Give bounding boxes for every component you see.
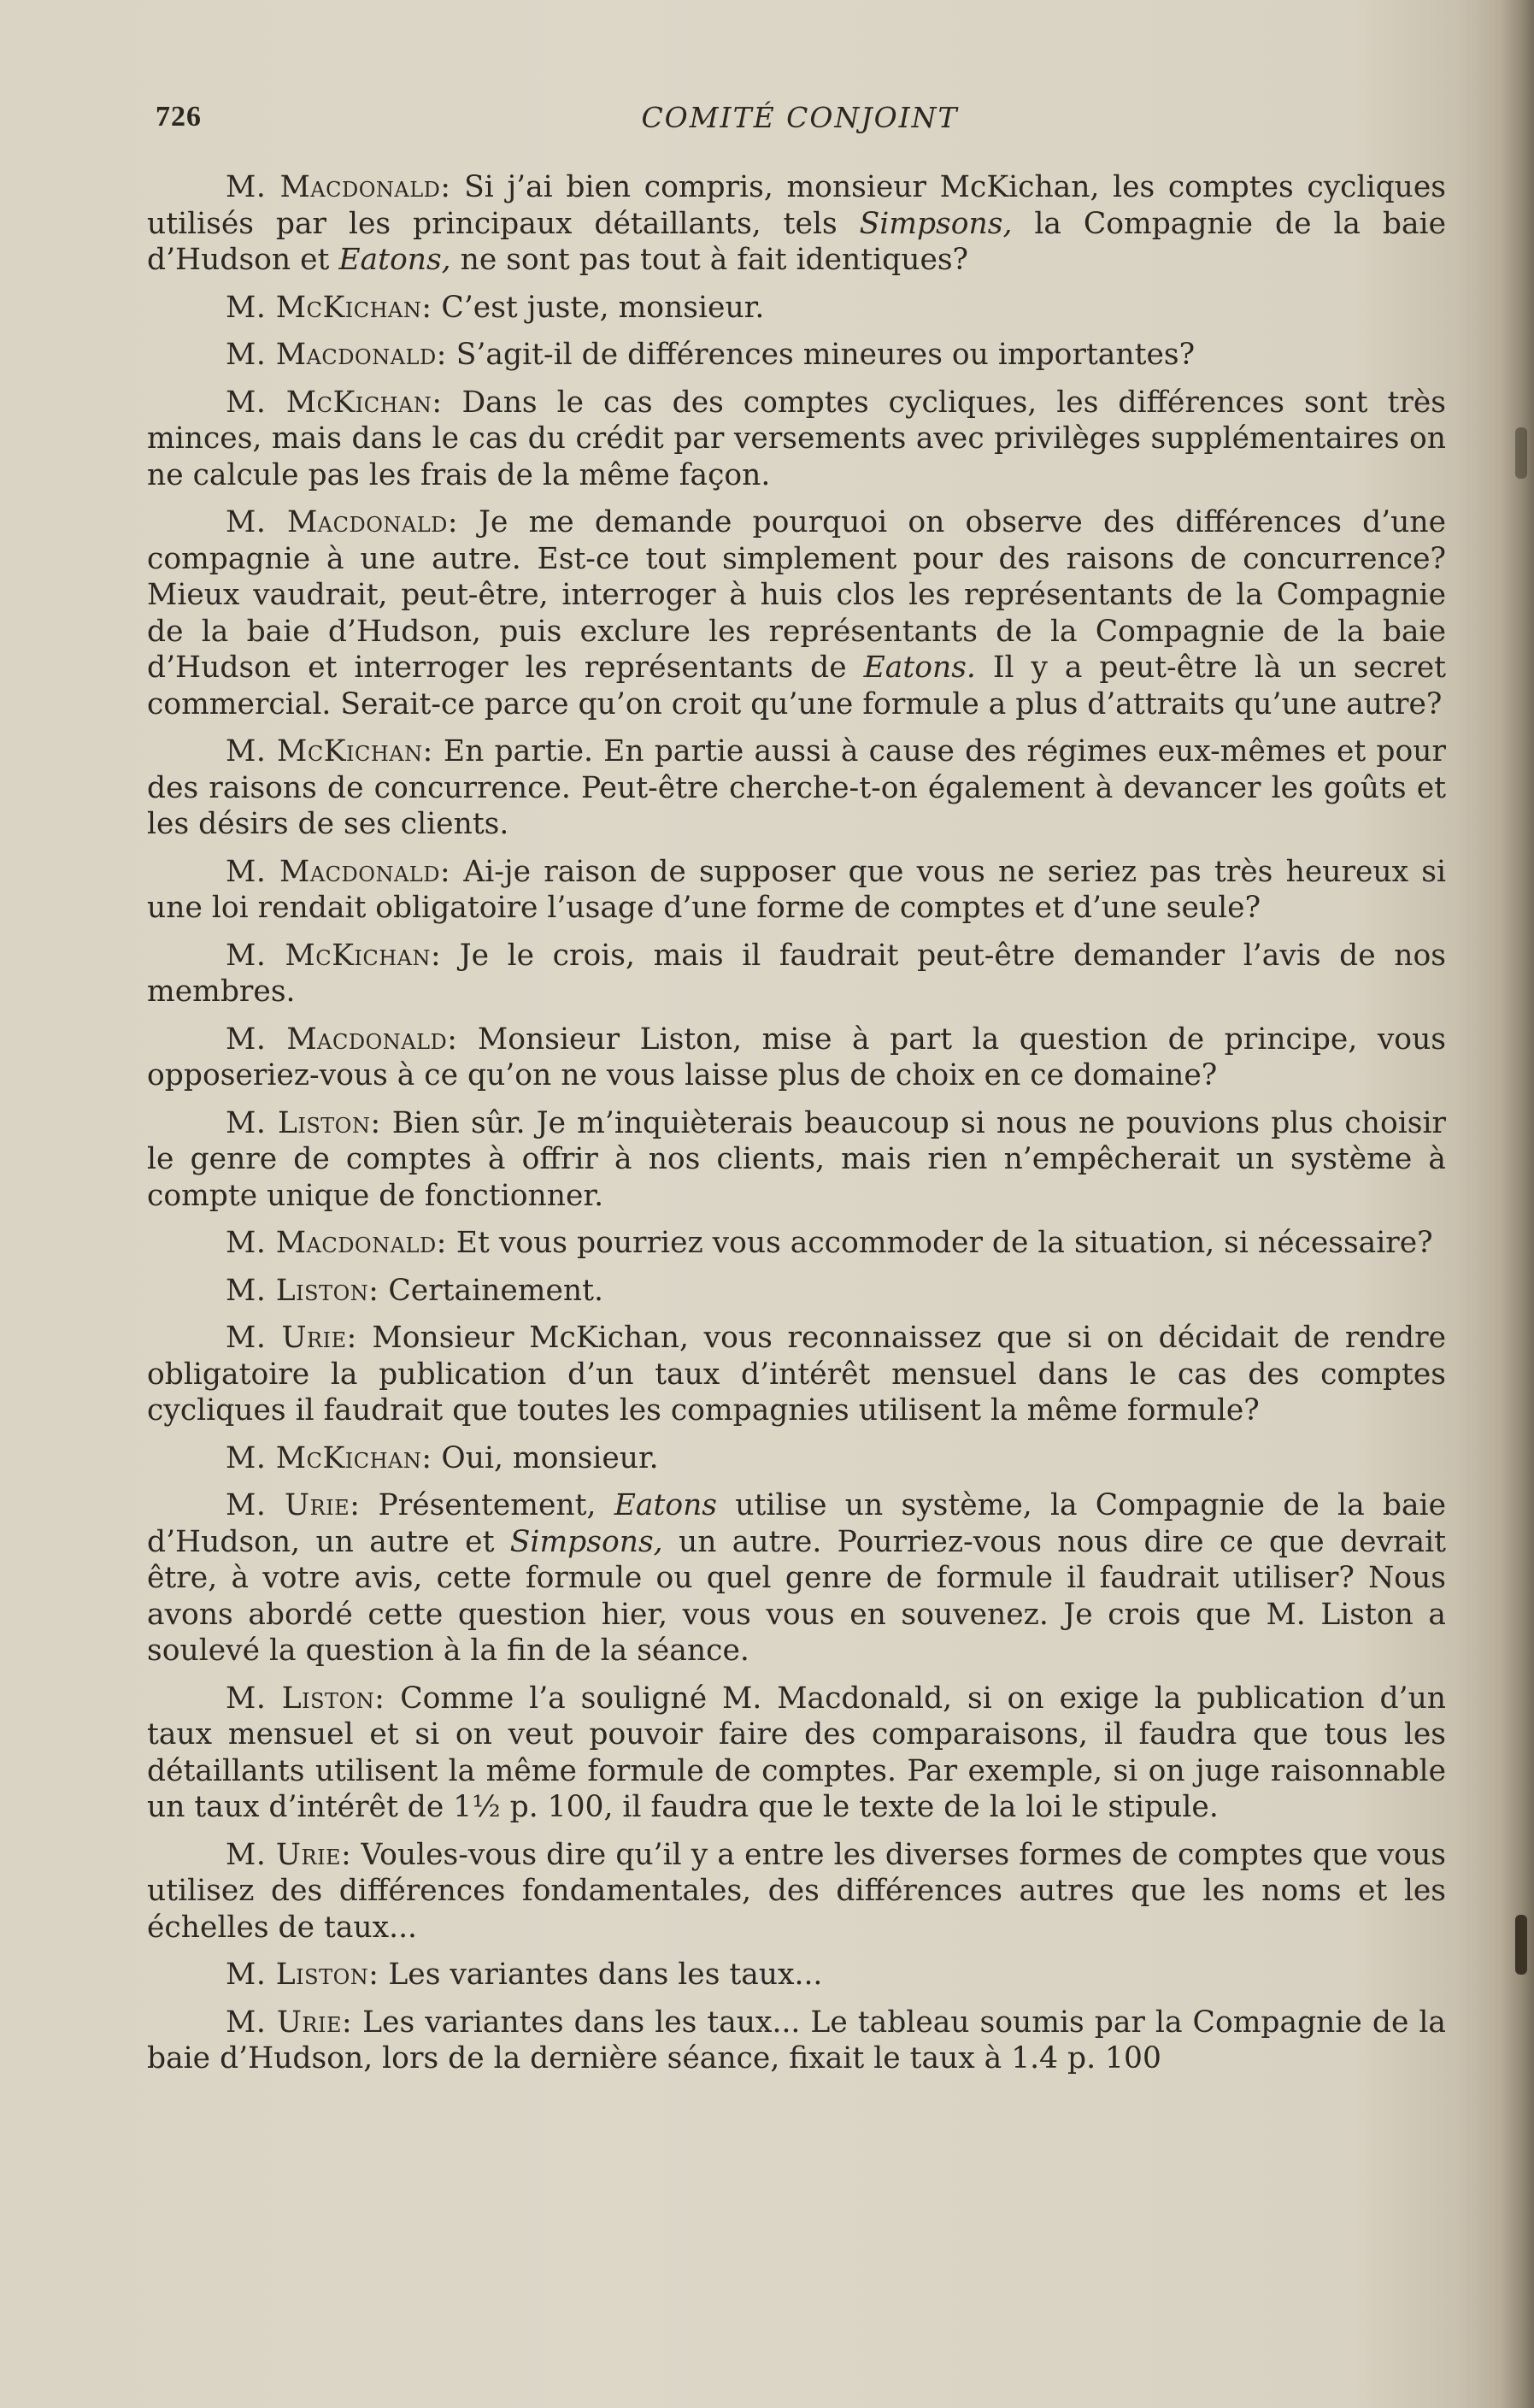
speaker-prefix: M. bbox=[226, 1488, 285, 1522]
paragraph-text: Monsieur Liston, mise à part la question de principe, vous opposeriez-vous à ce qu’on ne vous laisse plus de choix en ce domaine? bbox=[147, 1021, 1446, 1092]
speaker-prefix: M. bbox=[226, 385, 286, 420]
page-header bbox=[156, 101, 1444, 144]
speaker-name: Liston bbox=[275, 1273, 369, 1308]
speaker-colon: : bbox=[346, 1321, 357, 1355]
speaker-name: Macdonald bbox=[279, 170, 441, 204]
paragraph-text: Si j’ai bien compris, monsieur McKichan, les comptes cycliques utilisés par les principaux détaillants, tels bbox=[147, 170, 1446, 241]
transcript-paragraph bbox=[147, 1273, 1446, 1310]
page-number: 726 bbox=[156, 101, 202, 132]
speaker-label bbox=[226, 170, 451, 204]
speaker-name: Macdonald bbox=[286, 505, 448, 539]
speaker-colon: : bbox=[436, 1226, 447, 1260]
speaker-prefix: M. bbox=[226, 1958, 276, 1992]
speaker-label bbox=[226, 734, 433, 768]
transcript-paragraph bbox=[147, 854, 1446, 927]
speaker-name: Macdonald bbox=[279, 854, 440, 889]
speaker-name: McKichan bbox=[275, 290, 422, 325]
speaker-colon: : bbox=[436, 338, 447, 372]
transcript-paragraph bbox=[147, 1105, 1446, 1215]
paragraph-text: Présentement, bbox=[360, 1488, 614, 1522]
speaker-prefix: M. bbox=[226, 1681, 282, 1716]
speaker-prefix: M. bbox=[226, 1226, 276, 1260]
transcript-paragraph bbox=[147, 1957, 1446, 1993]
speaker-label bbox=[226, 1488, 360, 1522]
paragraph-text: S’agit-il de différences mineures ou importantes? bbox=[446, 338, 1196, 372]
speaker-colon: : bbox=[368, 1273, 379, 1308]
binding-mark-top bbox=[1515, 427, 1527, 479]
transcript-paragraph bbox=[147, 1440, 1446, 1477]
speaker-name: Macdonald bbox=[275, 1226, 437, 1260]
italic-text: Eatons. bbox=[863, 651, 976, 685]
speaker-label bbox=[226, 291, 432, 325]
paragraph-text: Voules-vous dire qu’il y a entre les diverses formes de comptes que vous utilisez des différences fondamentales, des différences autres que les noms et les échelles de taux... bbox=[147, 1837, 1446, 1945]
speaker-colon: : bbox=[374, 1681, 385, 1716]
italic-text: Eatons, bbox=[338, 243, 451, 277]
transcript-paragraph bbox=[147, 169, 1446, 279]
italic-text: Simpsons, bbox=[859, 206, 1013, 241]
running-title: COMITÉ CONJOINT bbox=[641, 101, 959, 134]
speaker-label bbox=[226, 1106, 381, 1140]
speaker-label bbox=[226, 338, 447, 372]
speaker-prefix: M. bbox=[226, 1321, 282, 1355]
speaker-prefix: M. bbox=[226, 290, 276, 325]
speaker-label bbox=[226, 1838, 351, 1872]
speaker-name: Urie bbox=[276, 2005, 342, 2040]
transcript-paragraph bbox=[147, 385, 1446, 494]
speaker-name: McKichan bbox=[277, 734, 423, 768]
speaker-label bbox=[226, 1226, 447, 1260]
speaker-label bbox=[226, 1681, 385, 1716]
speaker-colon: : bbox=[341, 1837, 352, 1872]
speaker-colon: : bbox=[439, 854, 451, 889]
speaker-name: McKichan bbox=[285, 938, 431, 973]
speaker-name: Liston bbox=[275, 1958, 369, 1992]
speaker-prefix: M. bbox=[226, 1273, 276, 1308]
speaker-colon: : bbox=[440, 170, 451, 204]
speaker-prefix: M. bbox=[226, 1021, 287, 1057]
paragraph-text: Ai-je raison de supposer que vous ne seriez pas très heureux si une loi rendait obligatoire l’usage d’une forme de comptes et d’une seule? bbox=[147, 854, 1446, 925]
paragraph-text: Bien sûr. Je m’inquièterais beaucoup si nous ne pouvions plus choisir le genre de comptes à offrir à nos clients, mais rien n’empêcherait un système à compte unique de fonctionner. bbox=[147, 1105, 1446, 1213]
speaker-colon: : bbox=[421, 1440, 432, 1475]
transcript-paragraph bbox=[147, 938, 1446, 1010]
speaker-name: Urie bbox=[275, 1837, 342, 1872]
transcript-paragraph bbox=[147, 2005, 1446, 2077]
speaker-prefix: M. bbox=[226, 2005, 277, 2040]
speaker-prefix: M. bbox=[226, 505, 287, 539]
speaker-label bbox=[226, 855, 450, 889]
speaker-name: McKichan bbox=[285, 385, 432, 420]
speaker-colon: : bbox=[370, 1105, 381, 1140]
transcript-paragraph bbox=[147, 504, 1446, 722]
page-spine-shadow bbox=[1500, 0, 1534, 2408]
speaker-label bbox=[226, 939, 441, 973]
paragraph-text: Je me demande pourquoi on observe des différences d’une compagnie à une autre. Est-ce tout simplement pour des raisons de concurrence? Mieux vaudrait, peut-être, interroger à huis clos les représentants de la Compagnie de la baie d’Hudson, puis exclure les représentants de la Compagnie de la baie d’Hudson et interroger les représentants de bbox=[147, 505, 1447, 685]
speaker-prefix: M. bbox=[226, 854, 280, 889]
transcript-paragraph bbox=[147, 1681, 1446, 1826]
speaker-colon: : bbox=[341, 2005, 353, 2040]
speaker-prefix: M. bbox=[226, 1837, 276, 1872]
speaker-name: Liston bbox=[277, 1105, 371, 1140]
italic-text: Simpsons, bbox=[509, 1524, 663, 1559]
speaker-label bbox=[226, 1274, 379, 1308]
speaker-label bbox=[226, 505, 458, 539]
speaker-label bbox=[226, 1958, 379, 1992]
speaker-colon: : bbox=[421, 290, 432, 325]
speaker-name: Urie bbox=[281, 1321, 347, 1355]
speaker-name: Liston bbox=[281, 1681, 375, 1716]
transcript-paragraph bbox=[147, 337, 1446, 374]
transcript-paragraph bbox=[147, 290, 1446, 327]
speaker-label bbox=[226, 386, 442, 420]
speaker-colon: : bbox=[447, 1021, 458, 1057]
speaker-colon: : bbox=[431, 938, 442, 973]
paragraph-text: Je le crois, mais il faudrait peut-être demander l’avis de nos membres. bbox=[147, 938, 1446, 1009]
paragraph-text: Dans le cas des comptes cycliques, les différences sont très minces, mais dans le cas du crédit par versements avec privilèges supplémentaires on ne calcule pas les frais de la même façon. bbox=[147, 385, 1446, 492]
paragraph-text: Les variantes dans les taux... bbox=[379, 1958, 823, 1992]
paragraph-text: Il y a peut-être là un secret commercial. Serait-ce parce qu’on croit qu’une formule a plus d’attraits qu’une autre? bbox=[147, 651, 1447, 721]
transcript-paragraph bbox=[147, 1021, 1446, 1094]
transcript-paragraph bbox=[147, 1225, 1446, 1262]
speaker-colon: : bbox=[350, 1488, 361, 1522]
paragraph-text: un autre. Pourriez-vous nous dire ce que devrait être, à votre avis, cette formule ou quel genre de formule il faudrait utiliser? Nous avons abordé cette question hier, vous vous en souvenez. Je crois que M. Liston a soulevé la question à la fin de la séance. bbox=[147, 1524, 1446, 1668]
speaker-name: Urie bbox=[285, 1488, 350, 1522]
speaker-prefix: M. bbox=[226, 938, 285, 973]
speaker-colon: : bbox=[422, 734, 433, 768]
paragraph-text: ne sont pas tout à fait identiques? bbox=[450, 243, 969, 277]
speaker-colon: : bbox=[368, 1958, 379, 1992]
transcript-body bbox=[147, 169, 1446, 2088]
paragraph-text: Certainement. bbox=[379, 1273, 603, 1308]
speaker-label bbox=[226, 1022, 457, 1057]
italic-text: Eatons bbox=[614, 1488, 718, 1522]
paragraph-text: Monsieur McKichan, vous reconnaissez que si on décidait de rendre obligatoire la publication d’un taux d’intérêt mensuel dans le cas des comptes cycliques il faudrait que toutes les compagnies utilisent la même formule? bbox=[147, 1321, 1446, 1428]
paragraph-text: Oui, monsieur. bbox=[432, 1440, 659, 1475]
paragraph-text: En partie. En partie aussi à cause des régimes eux-mêmes et pour des raisons de concurrence. Peut-être cherche-t-on également à devancer les goûts et les désirs de ses clients. bbox=[147, 734, 1447, 841]
speaker-name: Macdonald bbox=[275, 338, 437, 372]
speaker-colon: : bbox=[432, 385, 443, 420]
transcript-paragraph bbox=[147, 1487, 1446, 1669]
speaker-prefix: M. bbox=[226, 338, 276, 372]
speaker-label bbox=[226, 2005, 352, 2040]
speaker-prefix: M. bbox=[226, 170, 280, 204]
transcript-paragraph bbox=[147, 1320, 1446, 1429]
paragraph-text: la Compagnie de la baie d’Hudson et bbox=[147, 206, 1446, 277]
speaker-prefix: M. bbox=[226, 1105, 278, 1140]
paragraph-text: Et vous pourriez vous accommoder de la situation, si nécessaire? bbox=[446, 1226, 1433, 1260]
speaker-name: Macdonald bbox=[286, 1021, 448, 1057]
binding-mark-bottom bbox=[1515, 1915, 1527, 1975]
paragraph-text: Comme l’a souligné M. Macdonald, si on exige la publication d’un taux mensuel et si on veut pouvoir faire des comparaisons, il faudra que tous les détaillants utilisent la même formule de comptes. Par exemple, si on juge raisonnable un taux d’intérêt de 1½ p. 100, il faudra que le texte de la loi le stipule. bbox=[147, 1681, 1447, 1824]
speaker-label bbox=[226, 1441, 432, 1475]
speaker-label bbox=[226, 1321, 357, 1355]
paragraph-text: Les variantes dans les taux... Le tableau soumis par la Compagnie de la baie d’Hudson, lors de la dernière séance, fixait le taux à 1.4 p. 100 bbox=[147, 2005, 1446, 2075]
transcript-paragraph bbox=[147, 733, 1446, 843]
paragraph-text: utilise un système, la Compagnie de la baie d’Hudson, un autre et bbox=[147, 1488, 1446, 1559]
paragraph-text: C’est juste, monsieur. bbox=[432, 290, 765, 325]
speaker-colon: : bbox=[447, 505, 459, 539]
transcript-paragraph bbox=[147, 1837, 1446, 1946]
speaker-prefix: M. bbox=[226, 1440, 276, 1475]
speaker-prefix: M. bbox=[226, 734, 278, 768]
speaker-name: McKichan bbox=[275, 1440, 422, 1475]
